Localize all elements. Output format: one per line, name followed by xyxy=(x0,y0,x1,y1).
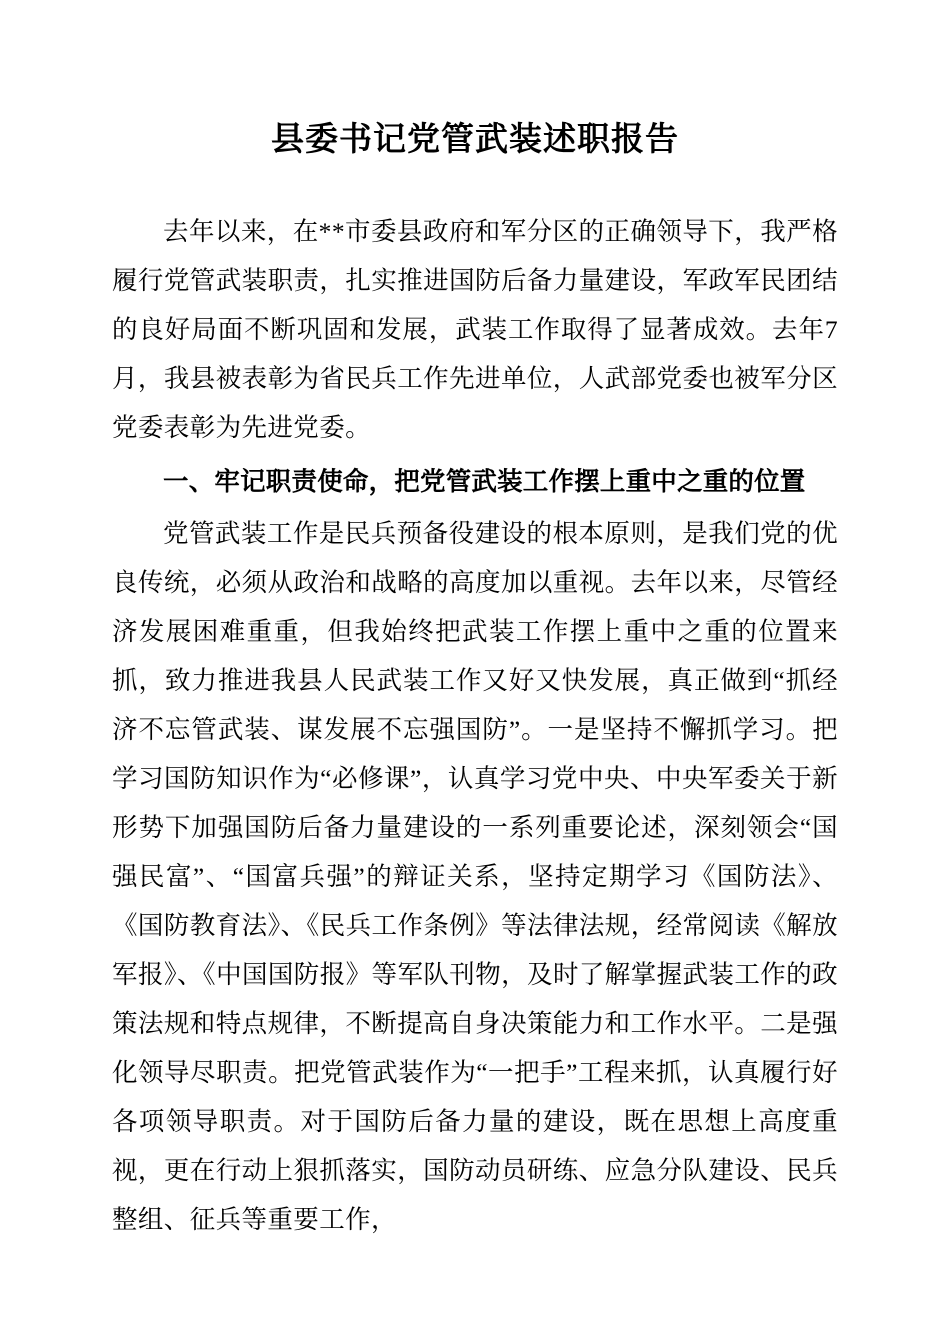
page-title: 县委书记党管武装述职报告 xyxy=(271,119,679,158)
section-heading-one: 一、牢记职责使命，把党管武装工作摆上重中之重的位置 xyxy=(163,466,806,497)
paragraph-intro: 去年以来，在**市委县政府和军分区的正确领导下，我严格履行党管武装职责，扎实推进国防后备力量建设，军政军民团结的良好局面不断巩固和发展，武装工作取得了显著成效。去年7月，我县被表彰为省民兵工作先进单位，人武部党委也被军分区党委表彰为先进党委。 xyxy=(112,216,838,442)
paragraph-section-one-body: 党管武装工作是民兵预备役建设的根本原则，是我们党的优良传统，必须从政治和战略的高度加以重视。去年以来，尽管经济发展困难重重，但我始终把武装工作摆上重中之重的位置来抓，致力推进我县人民武装工作又好又快发展，真正做到“抓经济不忘管武装、谋发展不忘强国防”。一是坚持不懈抓学习。把学习国防知识作为“必修课”，认真学习党中央、中央军委关于新形势下加强国防后备力量建设的一系列重要论述，深刻领会“国强民富”、“国富兵强”的辩证关系，坚持定期学习《国防法》、《国防教育法》、《民兵工作条例》等法律法规，经常阅读《解放军报》、《中国国防报》等军队刊物，及时了解掌握武装工作的政策法规和特点规律，不断提高自身决策能力和工作水平。二是强化领导尽职责。把党管武装作为“一把手”工程来抓，认真履行好各项领导职责。对于国防后备力量的建设，既在思想上高度重视，更在行动上狠抓落实，国防动员研练、应急分队建设、民兵整组、征兵等重要工作， xyxy=(112,518,838,1234)
